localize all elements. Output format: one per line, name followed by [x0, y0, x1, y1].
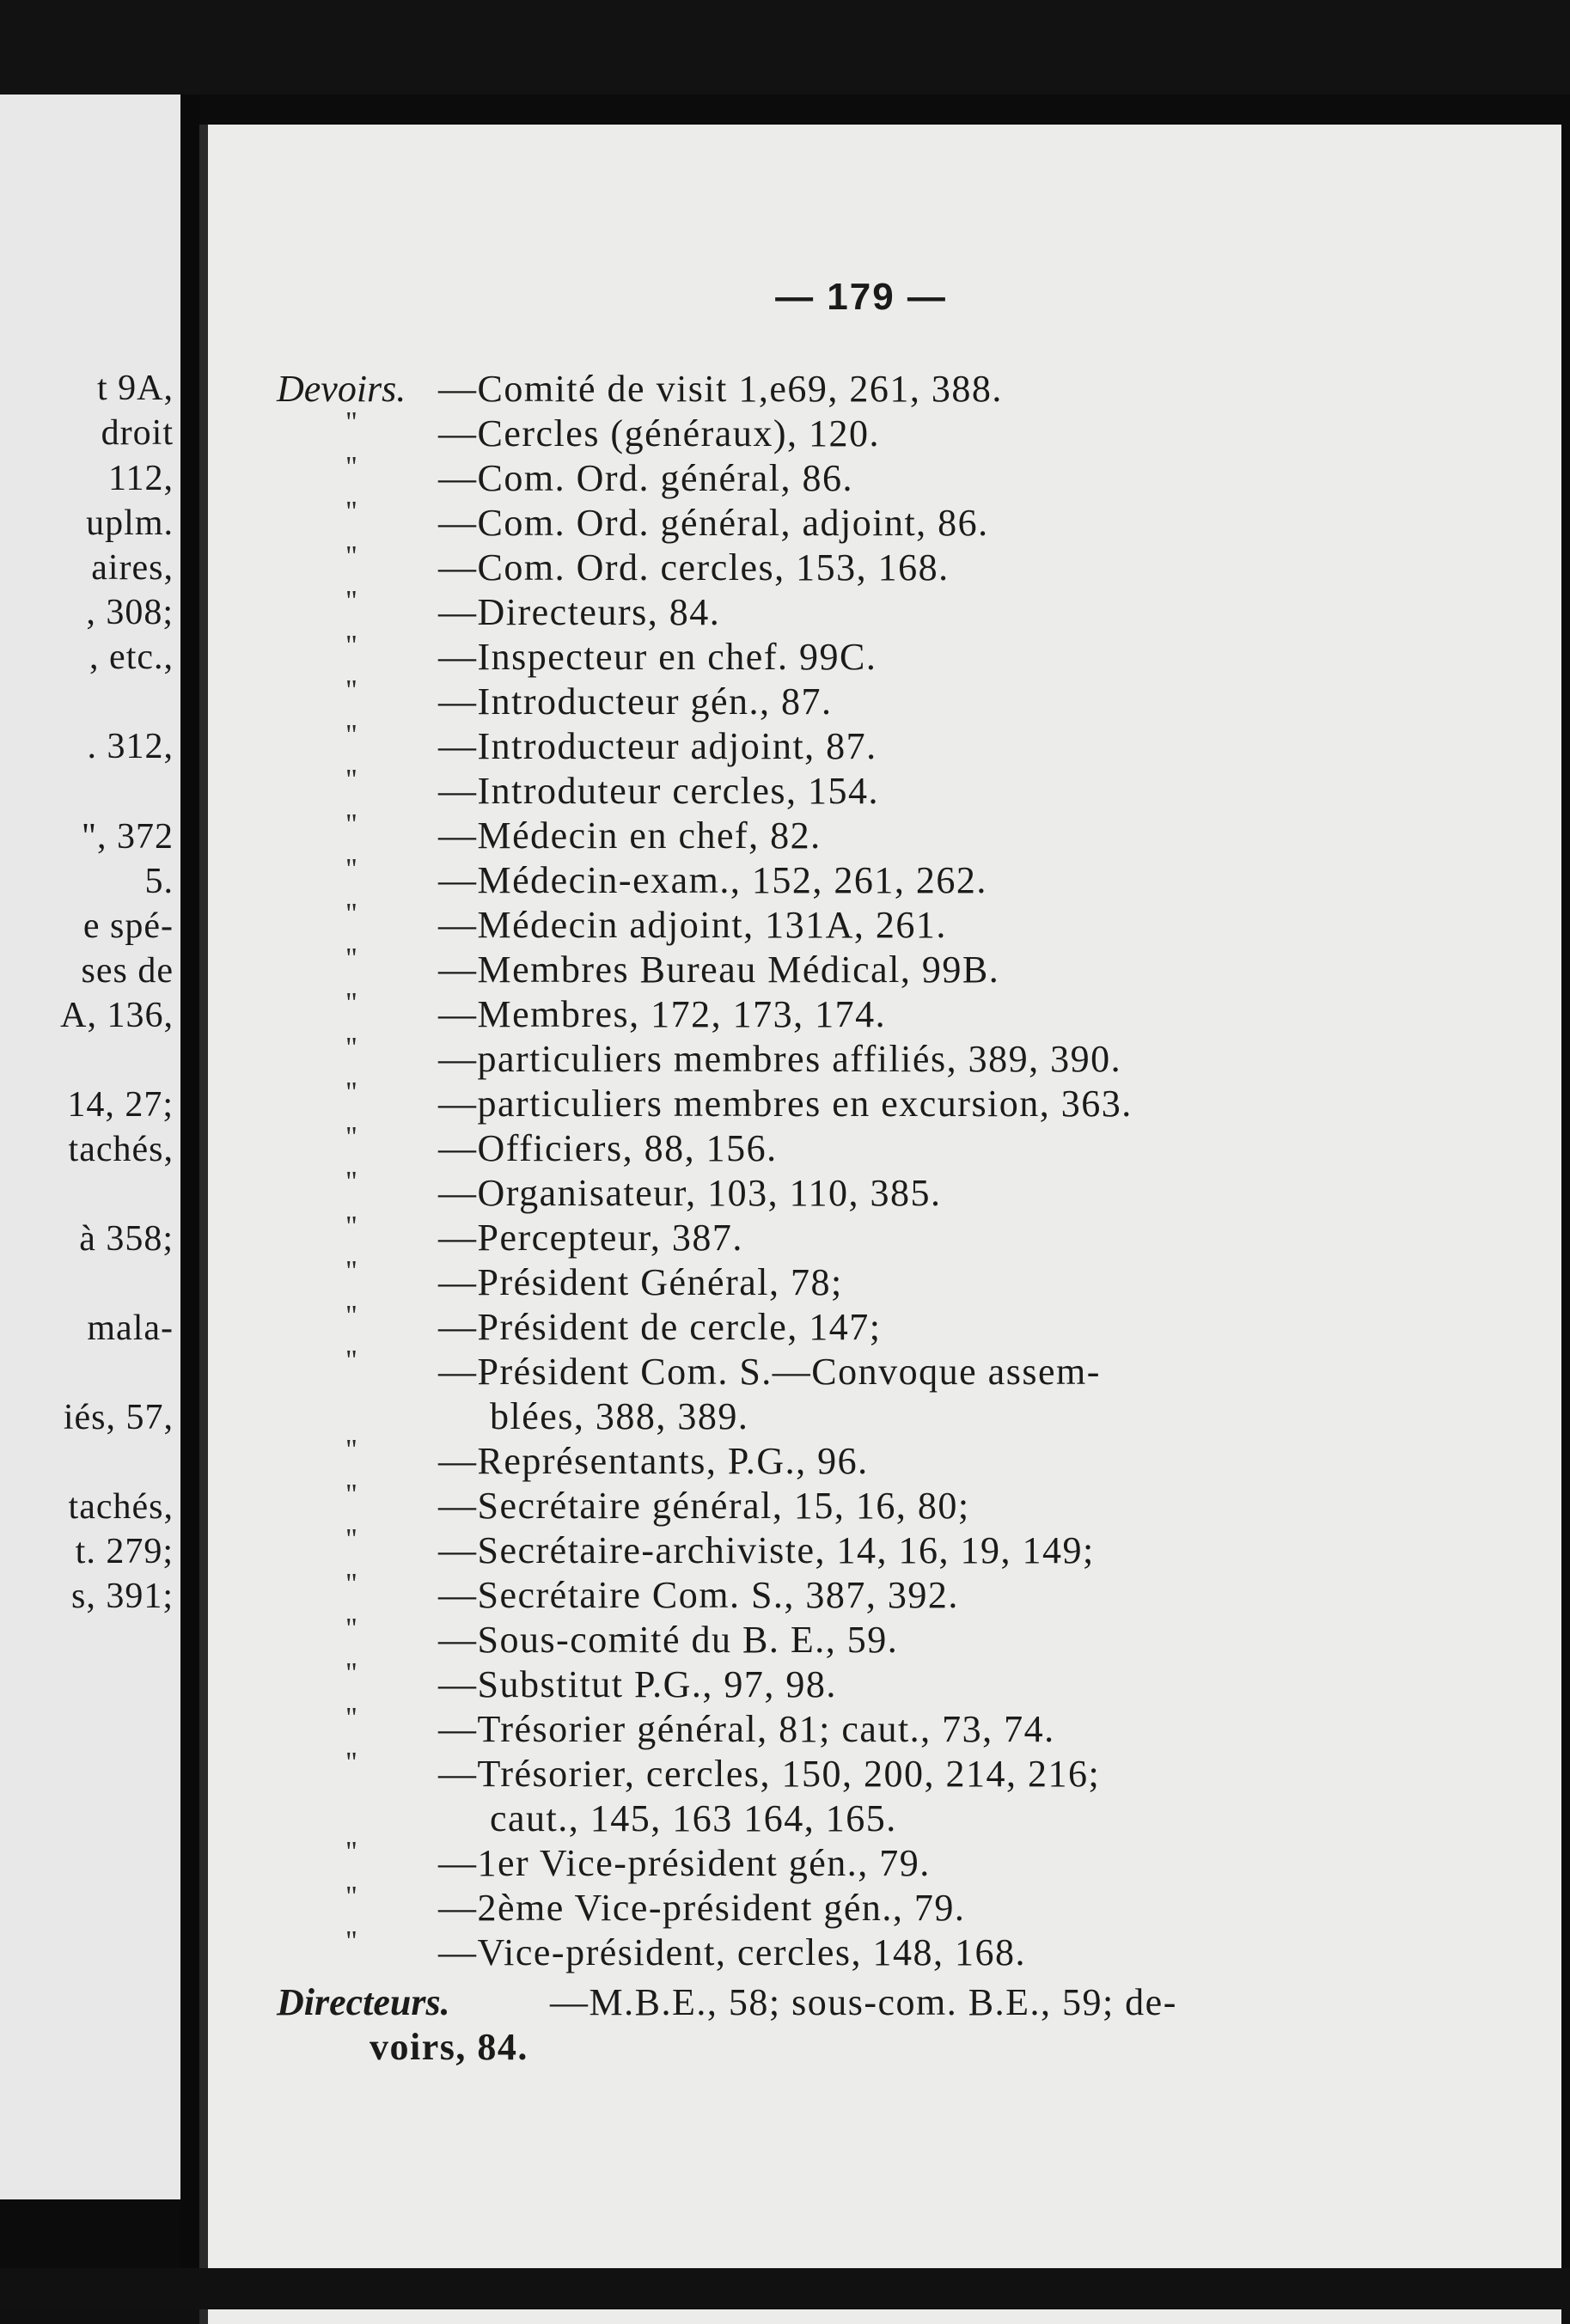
left-fragment-line: , 308; — [86, 593, 174, 632]
index-entry: —Vice-président, cercles, 148, 168. — [438, 1931, 1026, 1973]
ditto-mark: " — [345, 1925, 357, 1957]
ditto-mark: " — [345, 1479, 357, 1510]
index-entry: —Trésorier général, 81; caut., 73, 74. — [438, 1708, 1055, 1750]
entry-heading-devoirs: Devoirs. — [277, 368, 406, 410]
ditto-mark: " — [345, 1300, 357, 1332]
ditto-mark: " — [345, 1032, 357, 1064]
film-top-edge — [0, 0, 1570, 95]
index-entry-continuation: voirs, 84. — [370, 2026, 528, 2068]
left-fragment-line: . 312, — [87, 727, 174, 766]
index-entry: —Cercles (généraux), 120. — [438, 412, 880, 454]
index-entry: —Trésorier, cercles, 150, 200, 214, 216; — [438, 1753, 1101, 1795]
left-fragment-line: t 9A, — [97, 369, 174, 408]
index-entry: —Substitut P.G., 97, 98. — [438, 1663, 837, 1705]
index-entry: —Inspecteur en chef. 99C. — [438, 636, 877, 678]
ditto-mark: " — [345, 674, 357, 706]
index-entry: —Membres, 172, 173, 174. — [438, 993, 887, 1035]
ditto-mark: " — [345, 451, 357, 483]
index-entry: —Président de cercle, 147; — [438, 1306, 882, 1348]
ditto-mark: " — [345, 1345, 357, 1376]
index-entry: —Com. Ord. général, 86. — [438, 457, 853, 499]
index-entry: —M.B.E., 58; sous-com. B.E., 59; de- — [550, 1981, 1177, 2023]
index-entry: —Introducteur gén., 87. — [438, 680, 833, 723]
ditto-mark: " — [345, 808, 357, 840]
ditto-mark: " — [345, 1121, 357, 1153]
index-entry: —Sous-comité du B. E., 59. — [438, 1619, 899, 1661]
left-fragment-line: aires, — [91, 548, 174, 588]
ditto-mark: " — [345, 1881, 357, 1912]
left-fragment-line: 5. — [144, 862, 174, 901]
index-entry: —Com. Ord. cercles, 153, 168. — [438, 546, 950, 589]
index-entry: —Secrétaire Com. S., 387, 392. — [438, 1574, 959, 1616]
previous-page-fragment — [0, 95, 180, 2199]
index-entry: —Secrétaire-archiviste, 14, 16, 19, 149; — [438, 1529, 1095, 1571]
left-fragment-line: droit — [101, 413, 174, 453]
left-fragment-line: uplm. — [86, 503, 174, 543]
index-entry: —Officiers, 88, 156. — [438, 1127, 778, 1169]
index-entry-continuation: caut., 145, 163 164, 165. — [490, 1797, 897, 1839]
left-fragment-line: ses de — [81, 951, 174, 991]
ditto-mark: " — [345, 1166, 357, 1198]
ditto-mark: " — [345, 1613, 357, 1644]
index-entry: —Introducteur adjoint, 87. — [438, 725, 877, 767]
ditto-mark: " — [345, 1657, 357, 1689]
left-fragment-line: iés, 57, — [63, 1398, 174, 1437]
ditto-mark: " — [345, 585, 357, 617]
ditto-mark: " — [345, 1211, 357, 1242]
page-number: — 179 — — [775, 276, 947, 318]
ditto-mark: " — [345, 1568, 357, 1600]
left-fragment-line: t. 279; — [75, 1532, 174, 1571]
page-gutter — [180, 95, 199, 2309]
ditto-mark: " — [345, 942, 357, 974]
ditto-mark: " — [345, 540, 357, 572]
ditto-mark: " — [345, 1255, 357, 1287]
left-fragment-line: ", 372 — [81, 817, 174, 857]
left-fragment-line: A, 136, — [60, 996, 174, 1035]
left-fragment-line: 112, — [108, 459, 174, 498]
index-page — [199, 125, 1561, 2324]
index-entry: —Médecin-exam., 152, 261, 262. — [438, 859, 987, 901]
index-entry: —particuliers membres affiliés, 389, 390. — [438, 1038, 1122, 1080]
ditto-mark: " — [345, 853, 357, 885]
index-entry: —Médecin en chef, 82. — [438, 814, 822, 857]
ditto-mark: " — [345, 987, 357, 1019]
left-fragment-line: mala- — [87, 1308, 174, 1348]
ditto-mark: " — [345, 1836, 357, 1868]
index-entry: —2ème Vice-président gén., 79. — [438, 1887, 966, 1929]
ditto-mark: " — [345, 406, 357, 438]
ditto-mark: " — [345, 764, 357, 796]
index-entry: —Percepteur, 387. — [438, 1217, 743, 1259]
index-entry: —Com. Ord. général, adjoint, 86. — [438, 502, 989, 544]
left-fragment-line: 14, 27; — [67, 1085, 174, 1125]
ditto-mark: " — [345, 1523, 357, 1555]
index-entry: —Président Com. S.—Convoque assem- — [438, 1351, 1101, 1393]
left-fragment-line: s, 391; — [70, 1577, 174, 1616]
left-fragment-line: tachés, — [68, 1130, 174, 1169]
index-entry: —Organisateur, 103, 110, 385. — [438, 1172, 942, 1214]
ditto-mark: " — [345, 1702, 357, 1734]
ditto-mark: " — [345, 898, 357, 930]
index-entry: —1er Vice-président gén., 79. — [438, 1842, 931, 1884]
index-entry: —Introduteur cercles, 154. — [438, 770, 880, 812]
film-bottom-edge — [0, 2268, 1570, 2309]
ditto-mark: " — [345, 1077, 357, 1108]
index-entry: —Représentants, P.G., 96. — [438, 1440, 869, 1482]
ditto-mark: " — [345, 630, 357, 662]
left-fragment-line: à 358; — [79, 1219, 174, 1259]
ditto-mark: " — [345, 1747, 357, 1778]
left-fragment-line: , etc., — [89, 637, 174, 677]
index-entry: —Médecin adjoint, 131A, 261. — [438, 904, 947, 946]
ditto-mark: " — [345, 1434, 357, 1466]
index-entry: —Comité de visit 1,e69, 261, 388. — [438, 368, 1003, 410]
index-entry-continuation: blées, 388, 389. — [490, 1395, 749, 1437]
index-entry: —Secrétaire général, 15, 16, 80; — [438, 1485, 970, 1527]
index-entry: —particuliers membres en excursion, 363. — [438, 1083, 1133, 1125]
index-entry: —Directeurs, 84. — [438, 591, 721, 633]
index-entry: —Membres Bureau Médical, 99B. — [438, 949, 1000, 991]
entry-heading-directeurs: Directeurs. — [277, 1981, 450, 2023]
ditto-mark: " — [345, 719, 357, 751]
left-fragment-line: tachés, — [68, 1487, 174, 1527]
left-fragment-line: e spé- — [82, 906, 174, 946]
index-entry: —Président Général, 78; — [438, 1261, 843, 1303]
ditto-mark: " — [345, 496, 357, 528]
